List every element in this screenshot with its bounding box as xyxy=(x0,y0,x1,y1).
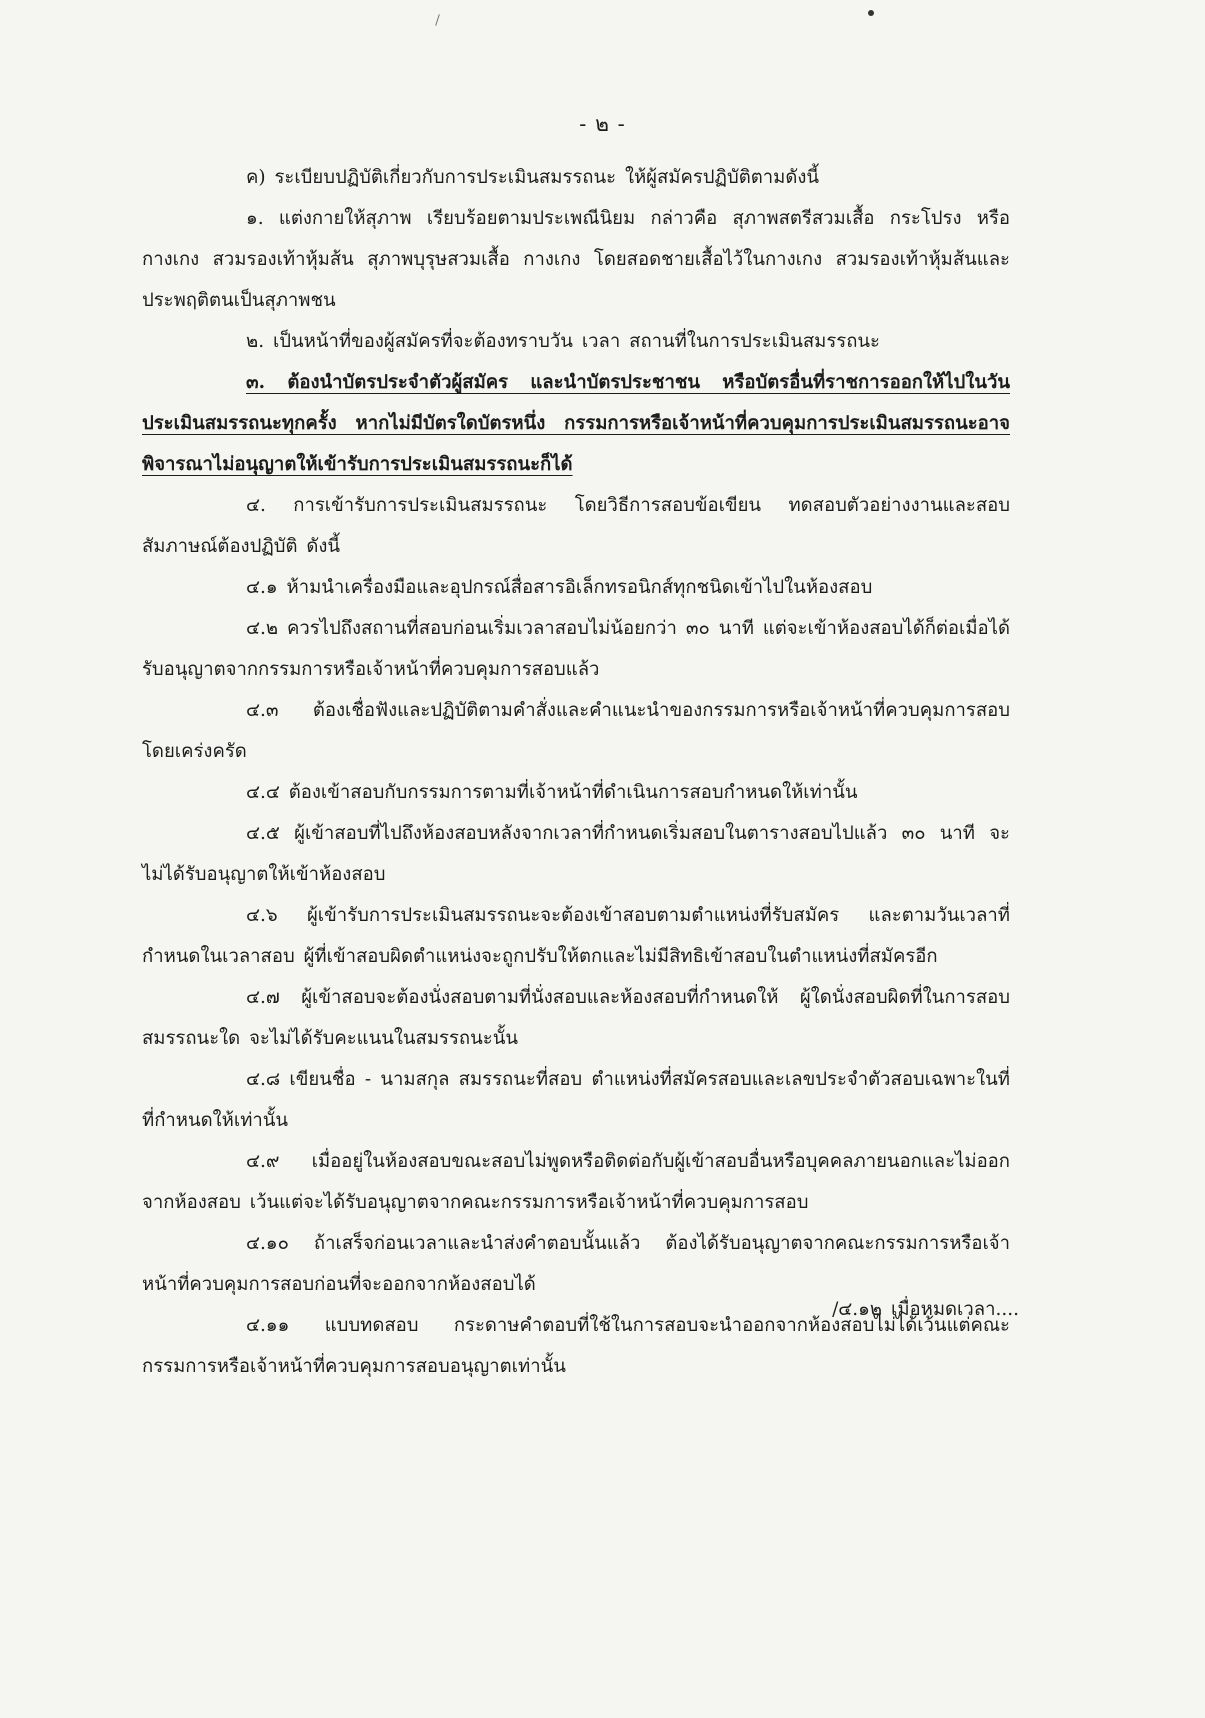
item-1: ๑. แต่งกายให้สุภาพ เรียบร้อยตามประเพณีนิยม กล่าวคือ สุภาพสตรีสวมเสื้อ กระโปรง หรือกางเกง สวมรองเท้าหุ้มส้น สุภาพบุรุษสวมเสื้อ กางเกง โดยสอดชายเสื้อไว้ในกางเกง สวมรองเท้าหุ้มส้นและประพฤติตนเป็นสุภาพชน xyxy=(142,208,1010,311)
page-number: - ๒ - xyxy=(579,112,626,136)
sub-item-4-2: ๔.๒ ควรไปถึงสถานที่สอบก่อนเริ่มเวลาสอบไม่น้อยกว่า ๓๐ นาที แต่จะเข้าห้องสอบได้ก็ต่อเมื่อได้รับอนุญาตจากกรรมการหรือเจ้าหน้าที่ควบคุมการสอบแล้ว xyxy=(142,618,1010,680)
item-4: ๔. การเข้ารับการประเมินสมรรถนะ โดยวิธีการสอบข้อเขียน ทดสอบตัวอย่างงานและสอบสัมภาษณ์ต้องปฏิบัติ ดังนี้ xyxy=(142,495,1010,557)
sub-item-4-4: ๔.๔ ต้องเข้าสอบกับกรรมการตามที่เจ้าหน้าที่ดำเนินการสอบกำหนดให้เท่านั้น xyxy=(246,782,858,803)
sub-item-4-10: ๔.๑๐ ถ้าเสร็จก่อนเวลาและนำส่งคำตอบนั้นแล้ว ต้องได้รับอนุญาตจากคณะกรรมการหรือเจ้าหน้าที่ควบคุมการสอบก่อนที่จะออกจากห้องสอบได้ xyxy=(142,1233,1010,1295)
sub-item-4-8: ๔.๘ เขียนชื่อ - นามสกุล สมรรถนะที่สอบ ตำแหน่งที่สมัครสอบและเลขประจำตัวสอบเฉพาะในที่ที่กำหนดให้เท่านั้น xyxy=(142,1069,1010,1131)
sub-item-4-3: ๔.๓ ต้องเชื่อฟังและปฏิบัติตามคำสั่งและคำแนะนำของกรรมการหรือเจ้าหน้าที่ควบคุมการสอบโดยเคร่งครัด xyxy=(142,700,1010,762)
sub-item-4-9: ๔.๙ เมื่ออยู่ในห้องสอบขณะสอบไม่พูดหรือติดต่อกับผู้เข้าสอบอื่นหรือบุคคลภายนอกและไม่ออกจากห้องสอบ เว้นแต่จะได้รับอนุญาตจากคณะกรรมการหรือเจ้าหน้าที่ควบคุมการสอบ xyxy=(142,1151,1010,1213)
speck-mark xyxy=(868,10,874,16)
sub-item-4-7: ๔.๗ ผู้เข้าสอบจะต้องนั่งสอบตามที่นั่งสอบและห้องสอบที่กำหนดให้ ผู้ใดนั่งสอบผิดที่ในการสอบสมรรถนะใด จะไม่ได้รับคะแนนในสมรรถนะนั้น xyxy=(142,987,1010,1049)
sub-item-4-11: ๔.๑๑ แบบทดสอบ กระดาษคำตอบที่ใช้ในการสอบจะนำออกจากห้องสอบไม่ได้เว้นแต่คณะกรรมการหรือเจ้าหน้าที่ควบคุมการสอบอนุญาตเท่านั้น xyxy=(142,1315,1010,1377)
sub-item-4-6: ๔.๖ ผู้เข้ารับการประเมินสมรรถนะจะต้องเข้าสอบตามตำแหน่งที่รับสมัคร และตามวันเวลาที่กำหนดในเวลาสอบ ผู้ที่เข้าสอบผิดตำแหน่งจะถูกปรับให้ตกและไม่มีสิทธิเข้าสอบในตำแหน่งที่สมัครอีก xyxy=(142,905,1010,967)
continuation-note: /๔.๑๒ เมื่อหมดเวลา.... xyxy=(832,1299,1019,1320)
sub-item-4-5: ๔.๕ ผู้เข้าสอบที่ไปถึงห้องสอบหลังจากเวลาที่กำหนดเริ่มสอบในตารางสอบไปแล้ว ๓๐ นาที จะไม่ได้รับอนุญาตให้เข้าห้องสอบ xyxy=(142,823,1010,885)
pen-mark xyxy=(435,14,440,26)
item-3-emphasized: ๓. ต้องนำบัตรประจำตัวผู้สมัคร และนำบัตรประชาชน หรือบัตรอื่นที่ราชการออกให้ไปในวันประเมินสมรรถนะทุกครั้ง หากไม่มีบัตรใดบัตรหนึ่ง กรรมการหรือเจ้าหน้าที่ควบคุมการประเมินสมรรถนะอาจพิจารณาไม่อนุญาตให้เข้ารับการประเมินสมรรถนะก็ได้ xyxy=(142,372,1010,475)
sub-item-4-1: ๔.๑ ห้ามนำเครื่องมือและอุปกรณ์สื่อสารอิเล็กทรอนิกส์ทุกชนิดเข้าไปในห้องสอบ xyxy=(246,577,873,598)
section-heading: ค) ระเบียบปฏิบัติเกี่ยวกับการประเมินสมรรถนะ ให้ผู้สมัครปฏิบัติตามดังนี้ xyxy=(246,167,820,188)
main-content xyxy=(142,157,1010,1387)
item-2: ๒. เป็นหน้าที่ของผู้สมัครที่จะต้องทราบวัน เวลา สถานที่ในการประเมินสมรรถนะ xyxy=(246,331,880,352)
